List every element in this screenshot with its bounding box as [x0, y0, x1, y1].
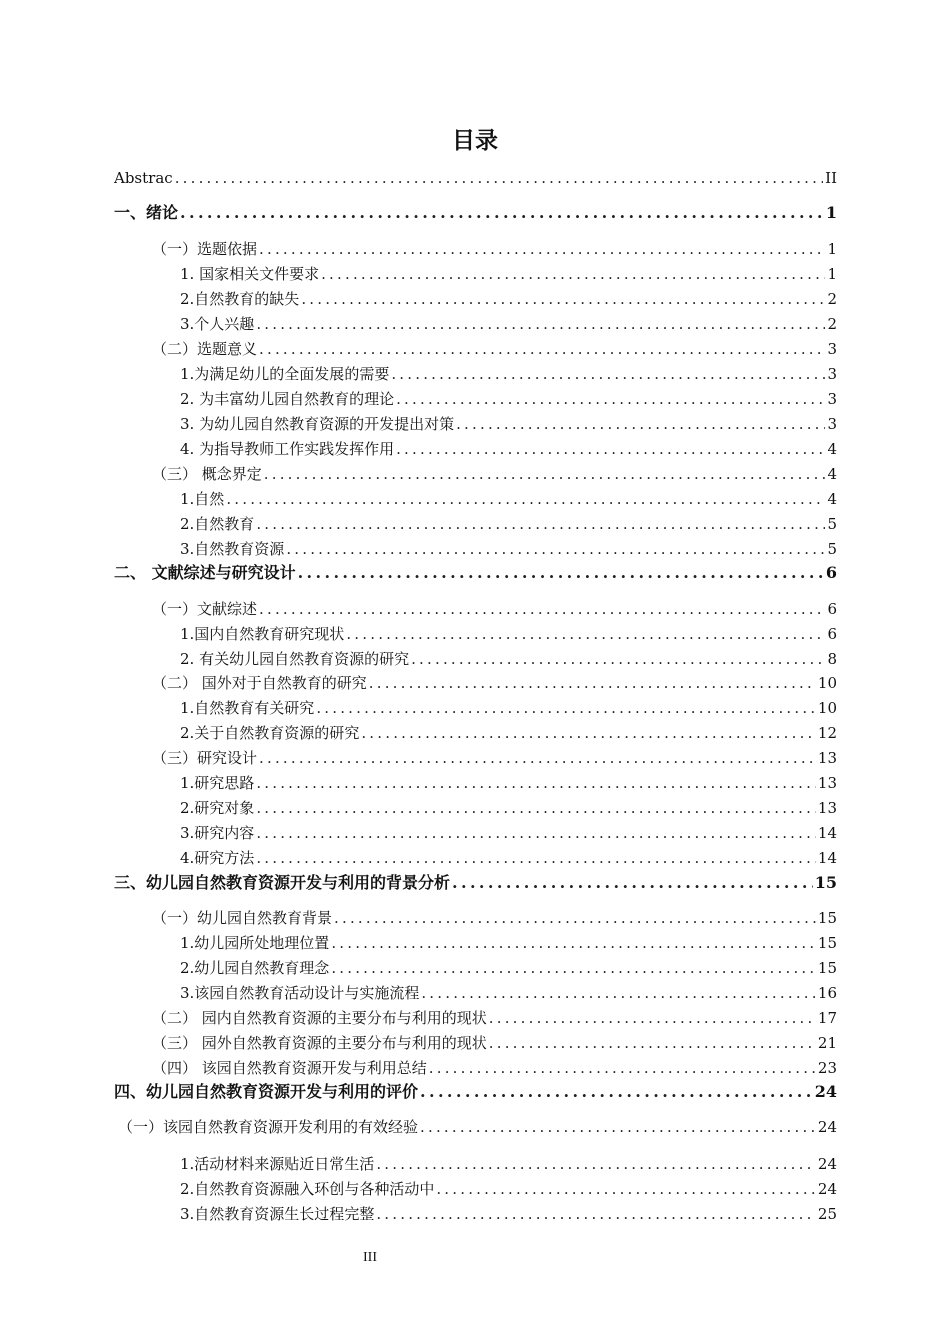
- toc-entry[interactable]: [114, 168, 837, 188]
- toc-entry-page: 3: [827, 365, 837, 383]
- toc-entry-label: （三）研究设计: [152, 749, 258, 767]
- dot-leader: [411, 649, 825, 669]
- dot-leader: [226, 489, 825, 509]
- toc-entry-page: 13: [817, 774, 837, 792]
- dot-leader: [420, 1117, 816, 1137]
- toc-entry[interactable]: [180, 439, 837, 459]
- toc-entry-page: 24: [817, 1155, 837, 1173]
- dot-leader: [334, 908, 816, 928]
- toc-entry-page: 1: [827, 240, 837, 258]
- toc-entry-page: 15: [817, 909, 837, 927]
- toc-entry-page: 15: [814, 873, 837, 892]
- dot-leader: [420, 1082, 813, 1102]
- toc-entry[interactable]: [180, 264, 837, 284]
- toc-entry-label: （一）选题依据: [152, 240, 258, 258]
- toc-entry-page: 14: [817, 849, 837, 867]
- toc-entry-label: 1.国内自然教育研究现状: [180, 625, 345, 643]
- toc-entry-label: 2.关于自然教育资源的研究: [180, 724, 360, 742]
- toc-entry[interactable]: [180, 1204, 837, 1224]
- toc-entry[interactable]: [152, 908, 837, 928]
- toc-entry[interactable]: [180, 489, 837, 509]
- toc-entry[interactable]: [180, 933, 837, 953]
- toc-entry[interactable]: [180, 823, 837, 843]
- toc-entry-label: 2.自然教育的缺失: [180, 290, 300, 308]
- toc-entry[interactable]: [180, 773, 837, 793]
- toc-entry-page: 15: [817, 934, 837, 952]
- dot-leader: [396, 439, 825, 459]
- dot-leader: [256, 314, 825, 334]
- toc-entry[interactable]: [152, 599, 837, 619]
- dot-leader: [316, 698, 816, 718]
- toc-entry-label: （二） 国外对于自然教育的研究: [152, 674, 367, 692]
- toc-entry-label: 1.自然教育有关研究: [180, 699, 315, 717]
- toc-entry[interactable]: [180, 289, 837, 309]
- toc-entry[interactable]: [152, 239, 837, 259]
- toc-entry-label: 2.幼儿园自然教育理念: [180, 959, 330, 977]
- toc-entry-page: 1: [825, 203, 837, 222]
- dot-leader: [436, 1179, 816, 1199]
- toc-entry[interactable]: [180, 649, 837, 669]
- toc-entry[interactable]: [180, 1154, 837, 1174]
- page-title: 目录: [452, 128, 498, 154]
- toc-entry-page: 4: [827, 465, 837, 483]
- toc-entry-page: 16: [817, 984, 837, 1002]
- toc-entry[interactable]: [152, 673, 837, 693]
- toc-entry-page: 5: [827, 540, 837, 558]
- toc-entry-page: 25: [817, 1205, 837, 1223]
- dot-leader: [421, 983, 816, 1003]
- dot-leader: [259, 748, 816, 768]
- toc-entry[interactable]: [180, 314, 837, 334]
- dot-leader: [298, 563, 824, 583]
- dot-leader: [396, 389, 825, 409]
- toc-entry-label: Abstrac: [114, 169, 173, 187]
- toc-entry[interactable]: [152, 1008, 837, 1028]
- toc-entry-page: 13: [817, 799, 837, 817]
- toc-entry-page: 17: [817, 1009, 837, 1027]
- toc-entry-page: 6: [827, 625, 837, 643]
- toc-entry-page: 6: [825, 563, 837, 582]
- dot-leader: [376, 1204, 816, 1224]
- dot-leader: [391, 364, 825, 384]
- toc-entry-label: 2.自然教育资源融入环创与各种活动中: [180, 1180, 435, 1198]
- toc-entry[interactable]: [152, 748, 837, 768]
- toc-entry-label: 3.自然教育资源: [180, 540, 285, 558]
- toc-entry-label: （四） 该园自然教育资源开发与利用总结: [152, 1059, 427, 1077]
- dot-leader: [259, 339, 825, 359]
- toc-entry-label: 3.该园自然教育活动设计与实施流程: [180, 984, 420, 1002]
- dot-leader: [489, 1008, 816, 1028]
- toc-entry-page: 3: [827, 340, 837, 358]
- toc-entry-label: （二）选题意义: [152, 340, 258, 358]
- toc-entry[interactable]: [114, 563, 837, 583]
- toc-entry-label: 4. 为指导教师工作实践发挥作用: [180, 440, 395, 458]
- toc-entry-label: （二） 园内自然教育资源的主要分布与利用的现状: [152, 1009, 487, 1027]
- toc-entry-page: 24: [817, 1180, 837, 1198]
- toc-entry-label: 1.为满足幼儿的全面发展的需要: [180, 365, 390, 383]
- dot-leader: [259, 599, 825, 619]
- toc-entry-page: 12: [817, 724, 837, 742]
- toc-entry-page: 15: [817, 959, 837, 977]
- toc-entry-label: 二、 文献综述与研究设计: [114, 563, 296, 582]
- toc-entry-page: 8: [827, 650, 837, 668]
- toc-entry[interactable]: [180, 723, 837, 743]
- toc-entry[interactable]: [114, 873, 837, 893]
- toc-entry-page: 1: [827, 265, 837, 283]
- dot-leader: [256, 798, 816, 818]
- page-number: III: [363, 1250, 377, 1265]
- toc-entry[interactable]: [152, 339, 837, 359]
- toc-entry-page: 5: [827, 515, 837, 533]
- dot-leader: [346, 624, 825, 644]
- dot-leader: [256, 773, 816, 793]
- toc-entry-label: 2.研究对象: [180, 799, 255, 817]
- toc-entry[interactable]: [152, 1033, 837, 1053]
- toc-entry-page: 13: [817, 749, 837, 767]
- toc-entry[interactable]: [180, 848, 837, 868]
- toc-entry-page: 4: [827, 440, 837, 458]
- toc-entry-label: 一、绪论: [114, 203, 179, 222]
- dot-leader: [361, 723, 816, 743]
- toc-entry-label: 2.自然教育: [180, 515, 255, 533]
- toc-entry-label: 4.研究方法: [180, 849, 255, 867]
- dot-leader: [456, 414, 825, 434]
- toc-entry-label: 四、幼儿园自然教育资源开发与利用的评价: [114, 1082, 419, 1101]
- toc-entry[interactable]: [114, 203, 837, 223]
- toc-entry-label: 3. 为幼儿园自然教育资源的开发提出对策: [180, 415, 455, 433]
- toc-entry[interactable]: [180, 414, 837, 434]
- toc-entry[interactable]: [180, 364, 837, 384]
- dot-leader: [429, 1058, 816, 1078]
- toc-entry-label: 3.个人兴趣: [180, 315, 255, 333]
- toc-entry[interactable]: [180, 1179, 837, 1199]
- toc-entry[interactable]: [118, 1117, 837, 1137]
- toc-entry-page: 10: [817, 699, 837, 717]
- toc-entry-page: II: [825, 169, 837, 187]
- toc-entry-label: 2. 为丰富幼儿园自然教育的理论: [180, 390, 395, 408]
- dot-leader: [256, 514, 825, 534]
- toc-entry-page: 6: [827, 600, 837, 618]
- toc-entry-label: （一）该园自然教育资源开发利用的有效经验: [118, 1118, 419, 1136]
- toc-entry-label: 1.自然: [180, 490, 225, 508]
- toc-entry[interactable]: [180, 798, 837, 818]
- toc-entry-page: 21: [817, 1034, 837, 1052]
- dot-leader: [175, 168, 823, 188]
- dot-leader: [452, 873, 813, 893]
- toc-entry-page: 3: [827, 390, 837, 408]
- toc-entry-label: （三） 园外自然教育资源的主要分布与利用的现状: [152, 1034, 487, 1052]
- toc-entry[interactable]: [180, 983, 837, 1003]
- dot-leader: [376, 1154, 816, 1174]
- toc-entry-page: 24: [814, 1082, 837, 1101]
- toc-entry[interactable]: [152, 1058, 837, 1078]
- dot-leader: [331, 958, 816, 978]
- toc-entry-page: 2: [827, 315, 837, 333]
- dot-leader: [489, 1033, 816, 1053]
- toc-entry[interactable]: [180, 624, 837, 644]
- toc-entry[interactable]: [152, 464, 837, 484]
- dot-leader: [321, 264, 825, 284]
- toc-entry[interactable]: [180, 958, 837, 978]
- toc-entry-label: 三、幼儿园自然教育资源开发与利用的背景分析: [114, 873, 451, 892]
- dot-leader: [369, 673, 816, 693]
- toc-entry[interactable]: [180, 539, 837, 559]
- dot-leader: [264, 464, 826, 484]
- toc-entry-label: 1.幼儿园所处地理位置: [180, 934, 330, 952]
- dot-leader: [256, 823, 816, 843]
- dot-leader: [259, 239, 825, 259]
- toc-entry-label: 3.研究内容: [180, 824, 255, 842]
- toc-entry-page: 2: [827, 290, 837, 308]
- toc-entry[interactable]: [180, 698, 837, 718]
- toc-entry[interactable]: [180, 389, 837, 409]
- toc-entry-label: （三） 概念界定: [152, 465, 262, 483]
- dot-leader: [286, 539, 825, 559]
- toc-entry-label: （一）文献综述: [152, 600, 258, 618]
- toc-entry[interactable]: [180, 514, 837, 534]
- toc-entry-label: （一）幼儿园自然教育背景: [152, 909, 333, 927]
- toc-entry-page: 14: [817, 824, 837, 842]
- toc-entry-label: 1.研究思路: [180, 774, 255, 792]
- dot-leader: [180, 203, 824, 223]
- dot-leader: [301, 289, 825, 309]
- toc-entry-label: 3.自然教育资源生长过程完整: [180, 1205, 375, 1223]
- dot-leader: [256, 848, 816, 868]
- toc-entry-page: 23: [817, 1059, 837, 1077]
- toc-entry-label: 2. 有关幼儿园自然教育资源的研究: [180, 650, 410, 668]
- dot-leader: [331, 933, 816, 953]
- toc-entry-page: 4: [827, 490, 837, 508]
- toc-entry-label: 1. 国家相关文件要求: [180, 265, 320, 283]
- toc-entry[interactable]: [114, 1082, 837, 1102]
- toc-entry-label: 1.活动材料来源贴近日常生活: [180, 1155, 375, 1173]
- toc-entry-page: 10: [817, 674, 837, 692]
- toc-entry-page: 3: [827, 415, 837, 433]
- toc-entry-page: 24: [817, 1118, 837, 1136]
